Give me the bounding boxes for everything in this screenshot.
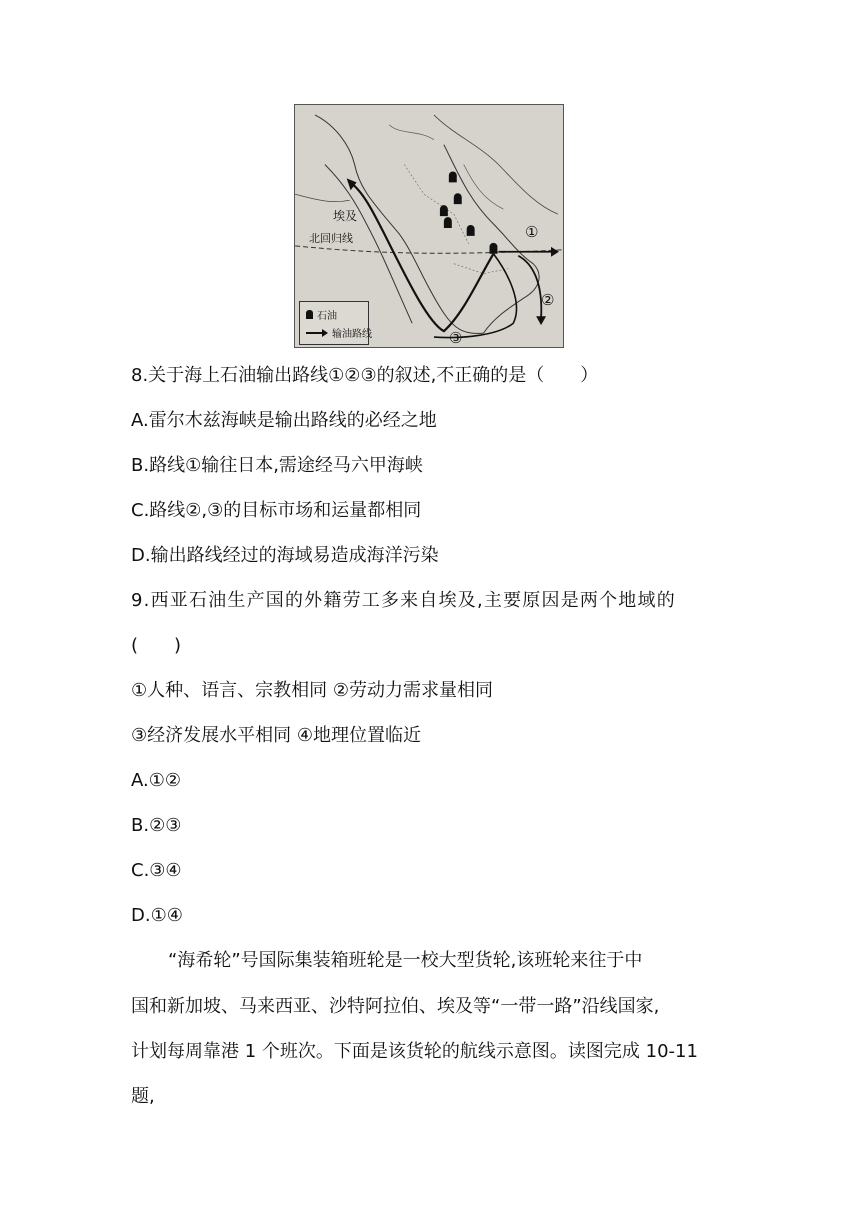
q9-statements-1: ①人种、语言、宗教相同 ②劳动力需求量相同 xyxy=(131,680,493,701)
label-egypt: 埃及 xyxy=(333,209,358,223)
route-arrow-icon xyxy=(306,332,324,334)
q9-option-a: A.①② xyxy=(131,770,181,791)
oil-icon xyxy=(306,310,313,319)
legend-route-label: 输油路线 xyxy=(332,329,372,340)
label-route-3: ③ xyxy=(449,329,463,347)
passage-line-3: 计划每周靠港 1 个班次。下面是该货轮的航线示意图。读图完成 10-11 xyxy=(131,1041,698,1062)
q8-option-d: D.输出路线经过的海域易造成海洋污染 xyxy=(131,545,439,566)
q8-option-c: C.路线②,③的目标市场和运量都相同 xyxy=(131,500,422,521)
q8-option-a: A.雷尔木兹海峡是输出路线的必经之地 xyxy=(131,410,437,431)
passage-line-1: “海希轮”号国际集装箱班轮是一校大型货轮,该班轮来往于中 xyxy=(168,950,643,971)
q9-option-d: D.①④ xyxy=(131,905,183,926)
q8-stem: 8.关于海上石油输出路线①②③的叙述,不正确的是（ ） xyxy=(131,365,599,386)
q8-option-b: B.路线①输往日本,需途经马六甲海峡 xyxy=(131,455,423,476)
passage-line-2: 国和新加坡、马来西亚、沙特阿拉伯、埃及等“一带一路”沿线国家, xyxy=(131,996,660,1017)
legend-oil-label: 石油 xyxy=(317,311,337,322)
q9-statements-2: ③经济发展水平相同 ④地理位置临近 xyxy=(131,725,421,746)
label-route-2: ② xyxy=(541,291,555,309)
passage-line-4: 题, xyxy=(131,1086,155,1107)
legend-route xyxy=(306,325,372,340)
label-tropic: 北回归线 xyxy=(309,232,353,245)
q9-stem: 9.西亚石油生产国的外籍劳工多来自埃及,主要原因是两个地域的 xyxy=(131,590,676,611)
q9-option-b: B.②③ xyxy=(131,815,182,836)
q9-option-c: C.③④ xyxy=(131,860,182,881)
map-legend xyxy=(299,301,372,345)
q9-paren: ( ) xyxy=(131,635,182,656)
legend-oil xyxy=(306,307,337,322)
oil-route-map xyxy=(294,104,564,348)
label-route-1: ① xyxy=(525,223,539,241)
